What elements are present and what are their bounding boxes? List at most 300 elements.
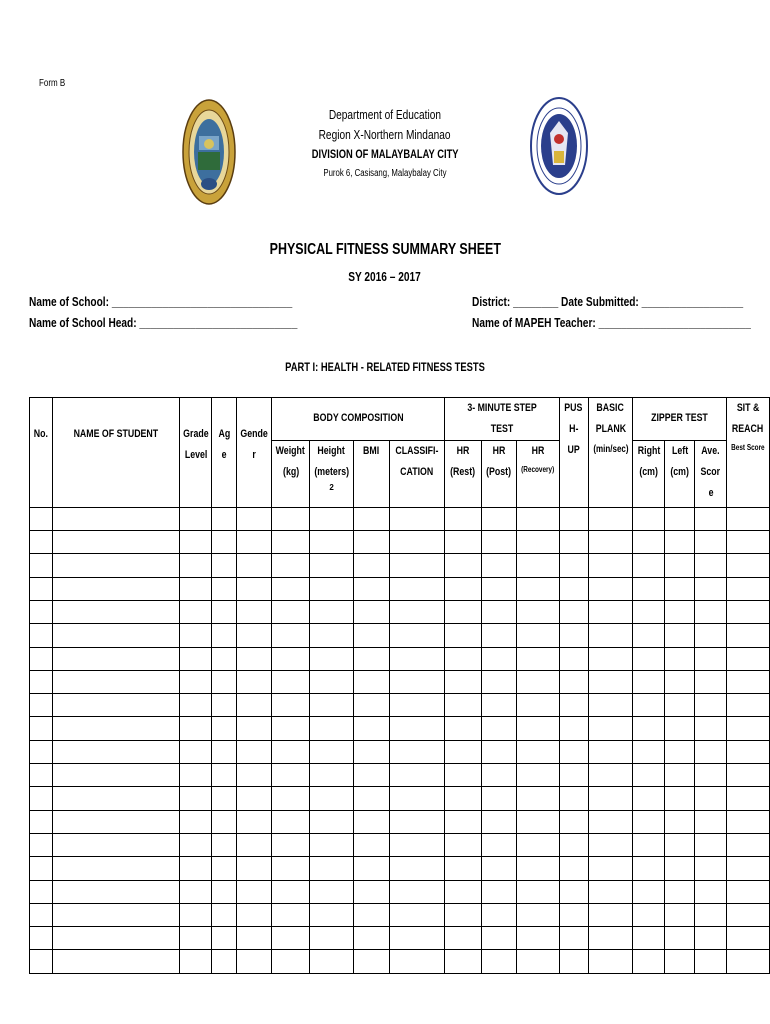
table-cell[interactable] bbox=[481, 531, 517, 554]
table-cell[interactable] bbox=[481, 810, 517, 833]
table-cell[interactable] bbox=[52, 740, 179, 763]
table-cell[interactable] bbox=[52, 531, 179, 554]
table-cell[interactable] bbox=[633, 880, 665, 903]
table-cell[interactable] bbox=[517, 787, 559, 810]
table-cell[interactable] bbox=[588, 670, 633, 693]
table-cell[interactable] bbox=[389, 624, 444, 647]
table-cell[interactable] bbox=[727, 670, 770, 693]
table-cell[interactable] bbox=[30, 717, 53, 740]
table-cell[interactable] bbox=[212, 507, 237, 530]
table-cell[interactable] bbox=[444, 577, 481, 600]
table-cell[interactable] bbox=[665, 694, 695, 717]
table-cell[interactable] bbox=[481, 903, 517, 926]
table-cell[interactable] bbox=[444, 624, 481, 647]
table-cell[interactable] bbox=[389, 600, 444, 623]
table-cell[interactable] bbox=[52, 903, 179, 926]
table-cell[interactable] bbox=[633, 694, 665, 717]
table-cell[interactable] bbox=[212, 764, 237, 787]
table-cell[interactable] bbox=[481, 927, 517, 950]
table-cell[interactable] bbox=[237, 740, 272, 763]
table-cell[interactable] bbox=[30, 670, 53, 693]
table-cell[interactable] bbox=[665, 903, 695, 926]
table-cell[interactable] bbox=[588, 880, 633, 903]
table-cell[interactable] bbox=[179, 903, 212, 926]
table-cell[interactable] bbox=[237, 554, 272, 577]
table-cell[interactable] bbox=[559, 507, 588, 530]
table-cell[interactable] bbox=[559, 647, 588, 670]
table-cell[interactable] bbox=[517, 717, 559, 740]
table-cell[interactable] bbox=[52, 694, 179, 717]
table-cell[interactable] bbox=[695, 624, 727, 647]
table-cell[interactable] bbox=[727, 554, 770, 577]
table-cell[interactable] bbox=[588, 624, 633, 647]
table-cell[interactable] bbox=[237, 810, 272, 833]
table-cell[interactable] bbox=[481, 554, 517, 577]
table-cell[interactable] bbox=[389, 764, 444, 787]
table-cell[interactable] bbox=[665, 950, 695, 973]
table-cell[interactable] bbox=[212, 810, 237, 833]
table-cell[interactable] bbox=[633, 857, 665, 880]
table-cell[interactable] bbox=[633, 670, 665, 693]
table-cell[interactable] bbox=[354, 950, 390, 973]
table-cell[interactable] bbox=[389, 927, 444, 950]
table-cell[interactable] bbox=[237, 507, 272, 530]
table-cell[interactable] bbox=[389, 740, 444, 763]
table-cell[interactable] bbox=[633, 810, 665, 833]
table-cell[interactable] bbox=[237, 787, 272, 810]
table-cell[interactable] bbox=[52, 577, 179, 600]
table-cell[interactable] bbox=[309, 577, 353, 600]
table-cell[interactable] bbox=[52, 624, 179, 647]
table-cell[interactable] bbox=[212, 670, 237, 693]
table-cell[interactable] bbox=[52, 950, 179, 973]
table-cell[interactable] bbox=[354, 833, 390, 856]
table-cell[interactable] bbox=[179, 787, 212, 810]
table-cell[interactable] bbox=[444, 833, 481, 856]
table-cell[interactable] bbox=[309, 647, 353, 670]
table-cell[interactable] bbox=[389, 670, 444, 693]
table-cell[interactable] bbox=[444, 670, 481, 693]
table-cell[interactable] bbox=[444, 950, 481, 973]
table-cell[interactable] bbox=[309, 740, 353, 763]
table-cell[interactable] bbox=[588, 903, 633, 926]
table-cell[interactable] bbox=[30, 927, 53, 950]
table-cell[interactable] bbox=[52, 810, 179, 833]
table-cell[interactable] bbox=[727, 810, 770, 833]
table-cell[interactable] bbox=[272, 577, 309, 600]
table-cell[interactable] bbox=[695, 764, 727, 787]
table-cell[interactable] bbox=[633, 531, 665, 554]
table-cell[interactable] bbox=[389, 694, 444, 717]
table-cell[interactable] bbox=[30, 833, 53, 856]
table-cell[interactable] bbox=[633, 950, 665, 973]
table-cell[interactable] bbox=[588, 694, 633, 717]
table-cell[interactable] bbox=[517, 577, 559, 600]
table-cell[interactable] bbox=[444, 531, 481, 554]
table-cell[interactable] bbox=[588, 950, 633, 973]
table-cell[interactable] bbox=[517, 624, 559, 647]
table-cell[interactable] bbox=[237, 531, 272, 554]
table-cell[interactable] bbox=[727, 647, 770, 670]
table-cell[interactable] bbox=[389, 810, 444, 833]
table-cell[interactable] bbox=[444, 903, 481, 926]
table-cell[interactable] bbox=[52, 507, 179, 530]
table-cell[interactable] bbox=[272, 600, 309, 623]
table-cell[interactable] bbox=[695, 647, 727, 670]
table-cell[interactable] bbox=[272, 857, 309, 880]
table-cell[interactable] bbox=[517, 554, 559, 577]
table-cell[interactable] bbox=[481, 507, 517, 530]
table-cell[interactable] bbox=[30, 600, 53, 623]
table-cell[interactable] bbox=[444, 717, 481, 740]
table-cell[interactable] bbox=[272, 740, 309, 763]
table-cell[interactable] bbox=[481, 670, 517, 693]
table-cell[interactable] bbox=[30, 577, 53, 600]
table-cell[interactable] bbox=[588, 647, 633, 670]
table-cell[interactable] bbox=[179, 764, 212, 787]
table-cell[interactable] bbox=[559, 600, 588, 623]
table-cell[interactable] bbox=[237, 764, 272, 787]
table-cell[interactable] bbox=[52, 717, 179, 740]
table-cell[interactable] bbox=[354, 600, 390, 623]
table-cell[interactable] bbox=[481, 694, 517, 717]
table-cell[interactable] bbox=[212, 950, 237, 973]
table-cell[interactable] bbox=[559, 740, 588, 763]
table-cell[interactable] bbox=[309, 624, 353, 647]
table-cell[interactable] bbox=[517, 927, 559, 950]
table-cell[interactable] bbox=[695, 857, 727, 880]
table-cell[interactable] bbox=[389, 950, 444, 973]
table-cell[interactable] bbox=[444, 554, 481, 577]
table-cell[interactable] bbox=[695, 810, 727, 833]
table-cell[interactable] bbox=[237, 577, 272, 600]
table-cell[interactable] bbox=[212, 531, 237, 554]
table-cell[interactable] bbox=[517, 880, 559, 903]
table-cell[interactable] bbox=[695, 880, 727, 903]
table-cell[interactable] bbox=[179, 554, 212, 577]
table-cell[interactable] bbox=[727, 740, 770, 763]
table-cell[interactable] bbox=[272, 624, 309, 647]
table-cell[interactable] bbox=[354, 694, 390, 717]
table-cell[interactable] bbox=[559, 694, 588, 717]
table-cell[interactable] bbox=[517, 833, 559, 856]
table-cell[interactable] bbox=[665, 531, 695, 554]
table-cell[interactable] bbox=[665, 600, 695, 623]
table-cell[interactable] bbox=[30, 624, 53, 647]
table-cell[interactable] bbox=[727, 833, 770, 856]
table-cell[interactable] bbox=[309, 833, 353, 856]
table-cell[interactable] bbox=[444, 647, 481, 670]
table-cell[interactable] bbox=[212, 554, 237, 577]
table-cell[interactable] bbox=[665, 670, 695, 693]
table-cell[interactable] bbox=[633, 647, 665, 670]
table-cell[interactable] bbox=[559, 624, 588, 647]
table-cell[interactable] bbox=[727, 950, 770, 973]
table-cell[interactable] bbox=[517, 600, 559, 623]
table-cell[interactable] bbox=[481, 624, 517, 647]
table-cell[interactable] bbox=[272, 950, 309, 973]
table-cell[interactable] bbox=[272, 694, 309, 717]
table-cell[interactable] bbox=[559, 810, 588, 833]
table-cell[interactable] bbox=[179, 624, 212, 647]
table-cell[interactable] bbox=[212, 600, 237, 623]
table-cell[interactable] bbox=[559, 531, 588, 554]
table-cell[interactable] bbox=[52, 880, 179, 903]
table-cell[interactable] bbox=[588, 740, 633, 763]
table-cell[interactable] bbox=[52, 670, 179, 693]
table-cell[interactable] bbox=[354, 857, 390, 880]
table-cell[interactable] bbox=[695, 903, 727, 926]
table-cell[interactable] bbox=[30, 787, 53, 810]
table-cell[interactable] bbox=[237, 694, 272, 717]
table-cell[interactable] bbox=[212, 647, 237, 670]
table-cell[interactable] bbox=[727, 764, 770, 787]
table-cell[interactable] bbox=[30, 507, 53, 530]
table-cell[interactable] bbox=[272, 787, 309, 810]
table-cell[interactable] bbox=[309, 554, 353, 577]
table-cell[interactable] bbox=[588, 507, 633, 530]
table-cell[interactable] bbox=[52, 600, 179, 623]
table-cell[interactable] bbox=[30, 531, 53, 554]
table-cell[interactable] bbox=[354, 764, 390, 787]
table-cell[interactable] bbox=[588, 927, 633, 950]
table-cell[interactable] bbox=[309, 717, 353, 740]
table-cell[interactable] bbox=[444, 600, 481, 623]
table-cell[interactable] bbox=[272, 717, 309, 740]
table-cell[interactable] bbox=[309, 531, 353, 554]
table-cell[interactable] bbox=[30, 950, 53, 973]
table-cell[interactable] bbox=[212, 577, 237, 600]
table-cell[interactable] bbox=[665, 764, 695, 787]
table-cell[interactable] bbox=[30, 880, 53, 903]
table-cell[interactable] bbox=[389, 833, 444, 856]
table-cell[interactable] bbox=[179, 577, 212, 600]
table-cell[interactable] bbox=[695, 554, 727, 577]
table-cell[interactable] bbox=[237, 670, 272, 693]
table-cell[interactable] bbox=[517, 810, 559, 833]
table-cell[interactable] bbox=[588, 554, 633, 577]
table-cell[interactable] bbox=[237, 647, 272, 670]
table-cell[interactable] bbox=[354, 810, 390, 833]
table-cell[interactable] bbox=[559, 833, 588, 856]
table-cell[interactable] bbox=[559, 787, 588, 810]
table-cell[interactable] bbox=[354, 880, 390, 903]
table-cell[interactable] bbox=[517, 694, 559, 717]
table-cell[interactable] bbox=[665, 810, 695, 833]
table-cell[interactable] bbox=[727, 531, 770, 554]
table-cell[interactable] bbox=[633, 577, 665, 600]
table-cell[interactable] bbox=[179, 717, 212, 740]
table-cell[interactable] bbox=[179, 857, 212, 880]
table-cell[interactable] bbox=[30, 903, 53, 926]
table-cell[interactable] bbox=[179, 833, 212, 856]
table-cell[interactable] bbox=[588, 600, 633, 623]
table-cell[interactable] bbox=[588, 577, 633, 600]
table-cell[interactable] bbox=[517, 950, 559, 973]
table-cell[interactable] bbox=[237, 857, 272, 880]
table-cell[interactable] bbox=[444, 507, 481, 530]
table-cell[interactable] bbox=[588, 764, 633, 787]
table-cell[interactable] bbox=[309, 810, 353, 833]
table-cell[interactable] bbox=[212, 717, 237, 740]
table-cell[interactable] bbox=[695, 531, 727, 554]
table-cell[interactable] bbox=[237, 833, 272, 856]
table-cell[interactable] bbox=[52, 787, 179, 810]
table-cell[interactable] bbox=[727, 577, 770, 600]
table-cell[interactable] bbox=[665, 624, 695, 647]
table-cell[interactable] bbox=[237, 717, 272, 740]
table-cell[interactable] bbox=[559, 670, 588, 693]
table-cell[interactable] bbox=[179, 880, 212, 903]
table-cell[interactable] bbox=[212, 880, 237, 903]
table-cell[interactable] bbox=[695, 950, 727, 973]
table-cell[interactable] bbox=[354, 740, 390, 763]
table-cell[interactable] bbox=[237, 927, 272, 950]
table-cell[interactable] bbox=[695, 600, 727, 623]
table-cell[interactable] bbox=[559, 927, 588, 950]
table-cell[interactable] bbox=[665, 717, 695, 740]
table-cell[interactable] bbox=[212, 787, 237, 810]
table-cell[interactable] bbox=[633, 740, 665, 763]
table-cell[interactable] bbox=[588, 857, 633, 880]
table-cell[interactable] bbox=[665, 857, 695, 880]
table-cell[interactable] bbox=[389, 903, 444, 926]
table-cell[interactable] bbox=[517, 531, 559, 554]
table-cell[interactable] bbox=[695, 717, 727, 740]
table-cell[interactable] bbox=[444, 810, 481, 833]
table-cell[interactable] bbox=[444, 740, 481, 763]
table-cell[interactable] bbox=[212, 624, 237, 647]
table-cell[interactable] bbox=[309, 670, 353, 693]
table-cell[interactable] bbox=[30, 810, 53, 833]
table-cell[interactable] bbox=[52, 927, 179, 950]
table-cell[interactable] bbox=[665, 787, 695, 810]
table-cell[interactable] bbox=[309, 880, 353, 903]
table-cell[interactable] bbox=[444, 927, 481, 950]
table-cell[interactable] bbox=[481, 787, 517, 810]
table-cell[interactable] bbox=[389, 507, 444, 530]
table-cell[interactable] bbox=[481, 880, 517, 903]
table-cell[interactable] bbox=[212, 857, 237, 880]
table-cell[interactable] bbox=[309, 600, 353, 623]
table-cell[interactable] bbox=[633, 624, 665, 647]
table-cell[interactable] bbox=[354, 554, 390, 577]
table-cell[interactable] bbox=[179, 531, 212, 554]
table-cell[interactable] bbox=[272, 670, 309, 693]
table-cell[interactable] bbox=[179, 927, 212, 950]
table-cell[interactable] bbox=[309, 694, 353, 717]
table-cell[interactable] bbox=[444, 880, 481, 903]
table-cell[interactable] bbox=[727, 717, 770, 740]
table-cell[interactable] bbox=[559, 880, 588, 903]
table-cell[interactable] bbox=[30, 647, 53, 670]
table-cell[interactable] bbox=[665, 880, 695, 903]
table-cell[interactable] bbox=[481, 740, 517, 763]
table-cell[interactable] bbox=[727, 927, 770, 950]
table-cell[interactable] bbox=[727, 694, 770, 717]
table-cell[interactable] bbox=[309, 903, 353, 926]
table-cell[interactable] bbox=[481, 647, 517, 670]
table-cell[interactable] bbox=[52, 647, 179, 670]
table-cell[interactable] bbox=[665, 647, 695, 670]
table-cell[interactable] bbox=[272, 833, 309, 856]
table-cell[interactable] bbox=[179, 670, 212, 693]
table-cell[interactable] bbox=[354, 577, 390, 600]
table-cell[interactable] bbox=[272, 880, 309, 903]
table-cell[interactable] bbox=[354, 647, 390, 670]
table-cell[interactable] bbox=[633, 903, 665, 926]
table-cell[interactable] bbox=[389, 577, 444, 600]
table-cell[interactable] bbox=[52, 764, 179, 787]
table-cell[interactable] bbox=[444, 787, 481, 810]
table-cell[interactable] bbox=[481, 857, 517, 880]
table-cell[interactable] bbox=[389, 857, 444, 880]
table-cell[interactable] bbox=[559, 764, 588, 787]
table-cell[interactable] bbox=[517, 670, 559, 693]
table-cell[interactable] bbox=[633, 554, 665, 577]
table-cell[interactable] bbox=[559, 577, 588, 600]
table-cell[interactable] bbox=[695, 927, 727, 950]
table-cell[interactable] bbox=[354, 927, 390, 950]
table-cell[interactable] bbox=[354, 787, 390, 810]
table-cell[interactable] bbox=[389, 717, 444, 740]
table-cell[interactable] bbox=[309, 857, 353, 880]
table-cell[interactable] bbox=[52, 833, 179, 856]
table-cell[interactable] bbox=[481, 764, 517, 787]
table-cell[interactable] bbox=[309, 507, 353, 530]
table-cell[interactable] bbox=[309, 927, 353, 950]
table-cell[interactable] bbox=[727, 507, 770, 530]
table-cell[interactable] bbox=[272, 554, 309, 577]
table-cell[interactable] bbox=[212, 694, 237, 717]
table-cell[interactable] bbox=[272, 531, 309, 554]
table-cell[interactable] bbox=[444, 857, 481, 880]
table-cell[interactable] bbox=[727, 880, 770, 903]
table-cell[interactable] bbox=[212, 903, 237, 926]
table-cell[interactable] bbox=[559, 857, 588, 880]
table-cell[interactable] bbox=[517, 507, 559, 530]
table-cell[interactable] bbox=[633, 717, 665, 740]
table-cell[interactable] bbox=[695, 740, 727, 763]
table-cell[interactable] bbox=[665, 554, 695, 577]
table-cell[interactable] bbox=[727, 903, 770, 926]
table-cell[interactable] bbox=[727, 624, 770, 647]
table-cell[interactable] bbox=[30, 857, 53, 880]
table-cell[interactable] bbox=[272, 927, 309, 950]
table-cell[interactable] bbox=[444, 694, 481, 717]
table-cell[interactable] bbox=[389, 787, 444, 810]
table-cell[interactable] bbox=[665, 740, 695, 763]
table-cell[interactable] bbox=[237, 880, 272, 903]
table-cell[interactable] bbox=[272, 647, 309, 670]
table-cell[interactable] bbox=[354, 717, 390, 740]
table-cell[interactable] bbox=[179, 600, 212, 623]
table-cell[interactable] bbox=[237, 600, 272, 623]
table-cell[interactable] bbox=[389, 531, 444, 554]
table-cell[interactable] bbox=[212, 927, 237, 950]
table-cell[interactable] bbox=[588, 810, 633, 833]
table-cell[interactable] bbox=[559, 717, 588, 740]
table-cell[interactable] bbox=[389, 647, 444, 670]
table-cell[interactable] bbox=[695, 787, 727, 810]
table-cell[interactable] bbox=[665, 927, 695, 950]
table-cell[interactable] bbox=[559, 903, 588, 926]
table-cell[interactable] bbox=[309, 950, 353, 973]
table-cell[interactable] bbox=[481, 717, 517, 740]
table-cell[interactable] bbox=[588, 787, 633, 810]
table-cell[interactable] bbox=[695, 694, 727, 717]
table-cell[interactable] bbox=[237, 624, 272, 647]
